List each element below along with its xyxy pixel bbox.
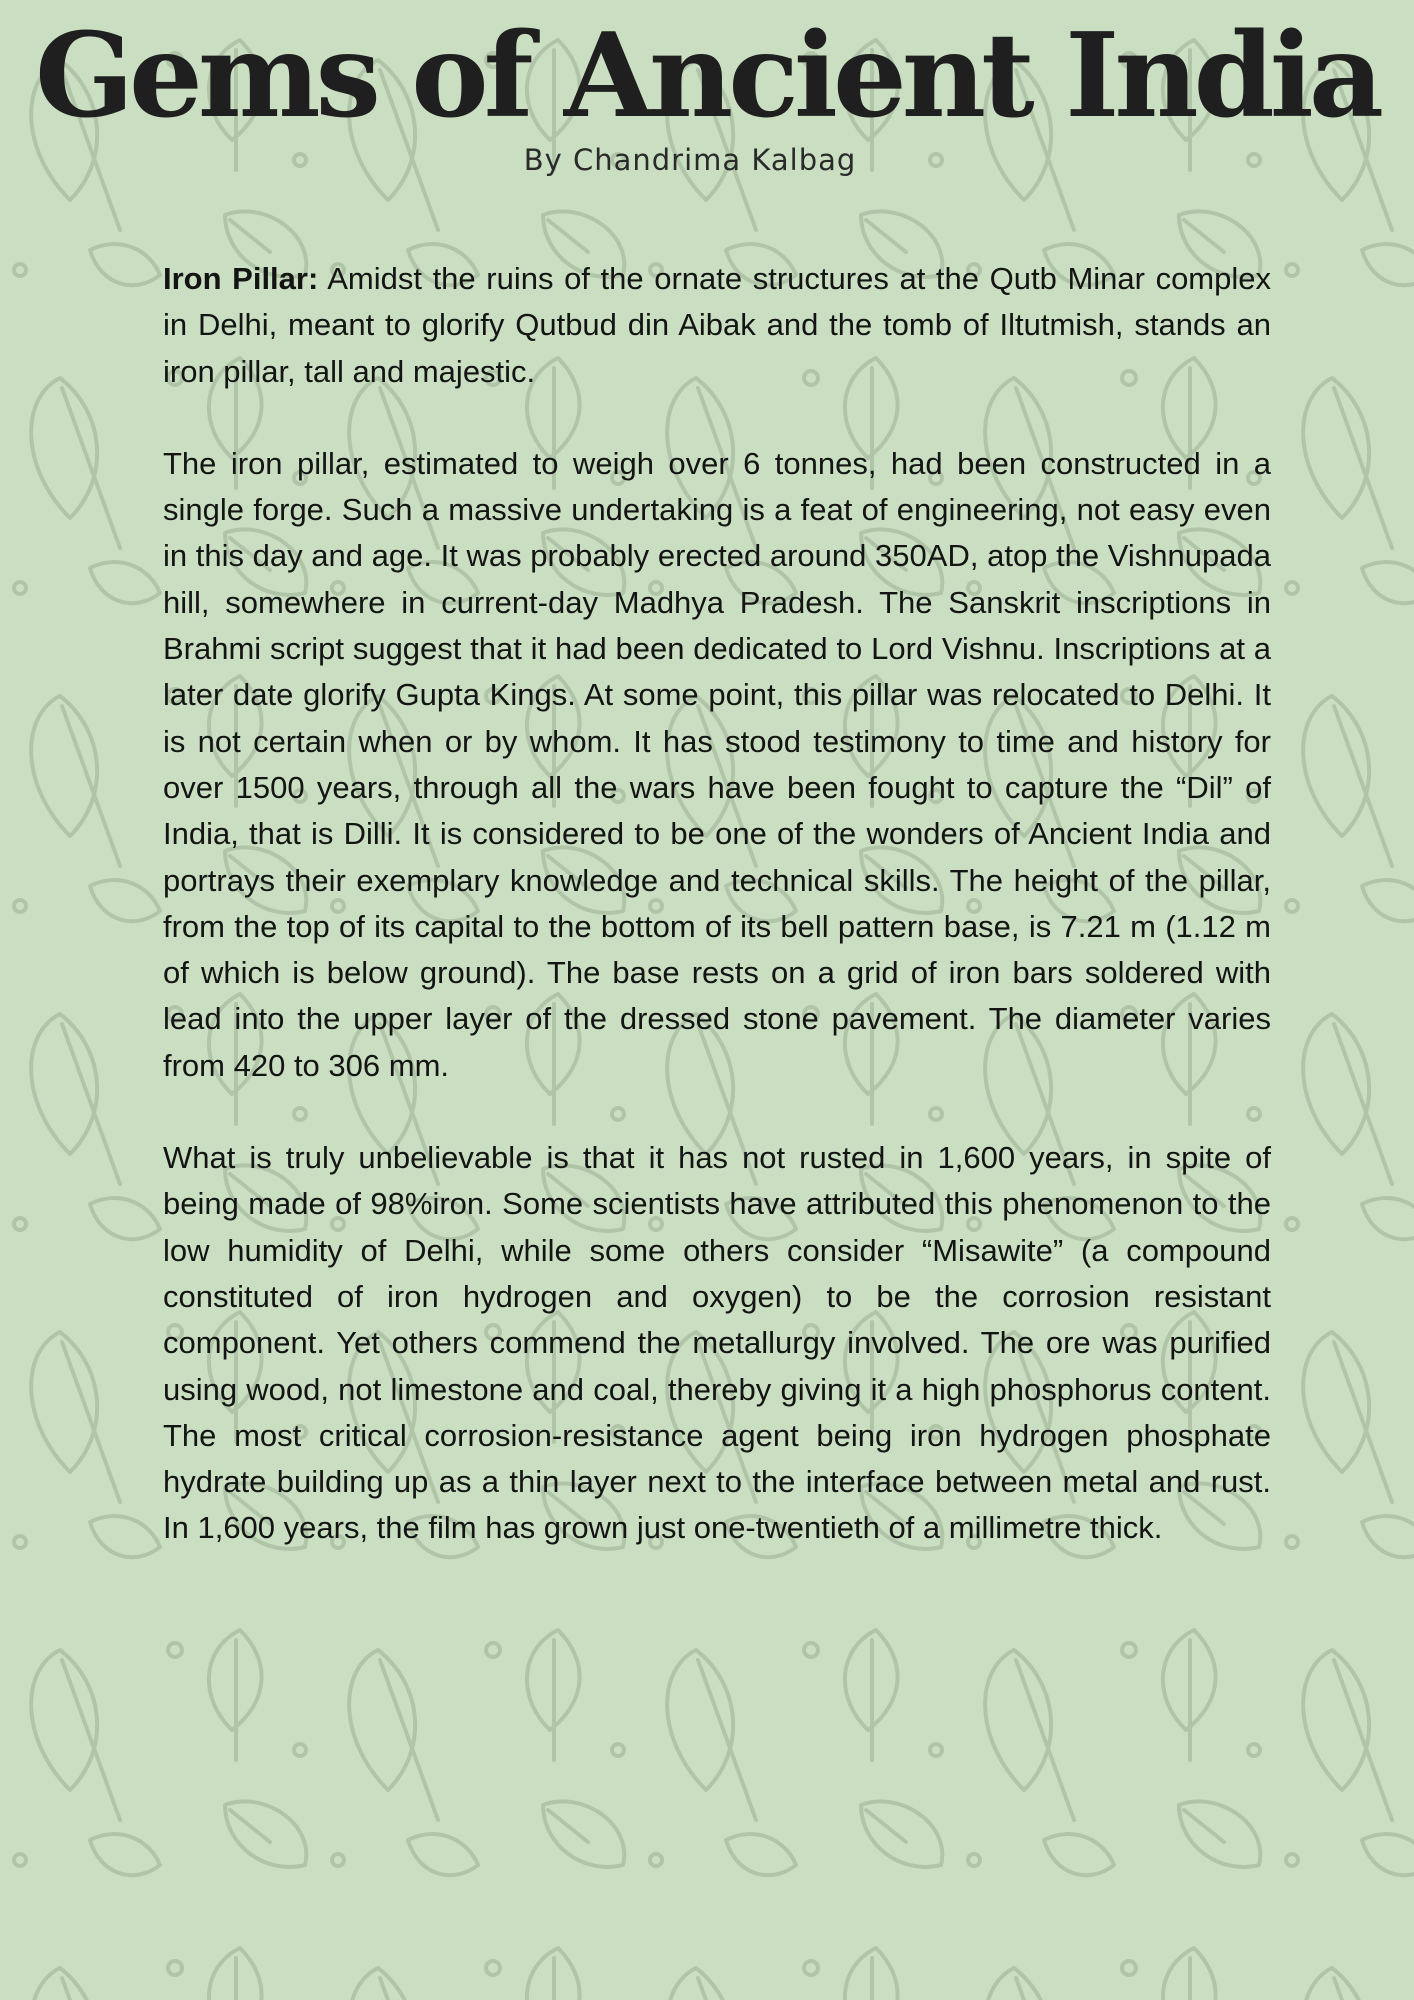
article-body bbox=[163, 256, 1271, 1598]
page-title: Gems of Ancient India bbox=[34, 8, 1380, 144]
author-byline: By Chandrima Kalbag bbox=[523, 143, 857, 177]
paragraph-text: Amidst the ruins of the ornate structures at the Qutb Minar complex in Delhi, meant to glorify Qutbud din Aibak and the tomb of Iltutmish, stands an iron pillar, tall and majestic. bbox=[163, 261, 1271, 389]
paragraph-construction-history: The iron pillar, estimated to weigh over 6 tonnes, had been constructed in a single forge. Such a massive undertaking is a feat of engineering, not easy even in this day and age. It was probably erected around 350AD, atop the Vishnupada hill, somewhere in current-day Madhya Pradesh. The Sanskrit inscriptions in Brahmi script suggest that it had been dedicated to Lord Vishnu. Inscriptions at a later date glorify Gupta Kings. At some point, this pillar was relocated to Delhi. It is not certain when or by whom. It has stood testimony to time and history for over 1500 years, through all the wars have been fought to capture the “Dil” of India, that is Dilli. It is considered to be one of the wonders of Ancient India and portrays their exemplary knowledge and technical skills. The height of the pillar, from the top of its capital to the bottom of its bell pattern base, is 7.21 m (1.12 m of which is below ground). The base rests on a grid of iron bars soldered with lead into the upper layer of the dressed stone pavement. The diameter varies from 420 to 306 mm. bbox=[163, 445, 1271, 1083]
paragraph-rust-resistance: What is truly unbelievable is that it has not rusted in 1,600 years, in spite of being made of 98%iron. Some scientists have attributed this phenomenon to the low humidity of Delhi, while some others consider “Misawite” (a compound constituted of iron hydrogen and oxygen) to be the corrosion resistant component. Yet others commend the metallurgy involved. The ore was purified using wood, not limestone and coal, thereby giving it a high phosphorus content. The most critical corrosion-resistance agent being iron hydrogen phosphate hydrate building up as a thin layer next to the interface between metal and rust. In 1,600 years, the film has grown just one-twentieth of a millimetre thick. bbox=[163, 1140, 1271, 1546]
paragraph-iron-pillar-intro bbox=[163, 256, 1271, 395]
lead-heading: Iron Pillar: bbox=[163, 261, 319, 296]
